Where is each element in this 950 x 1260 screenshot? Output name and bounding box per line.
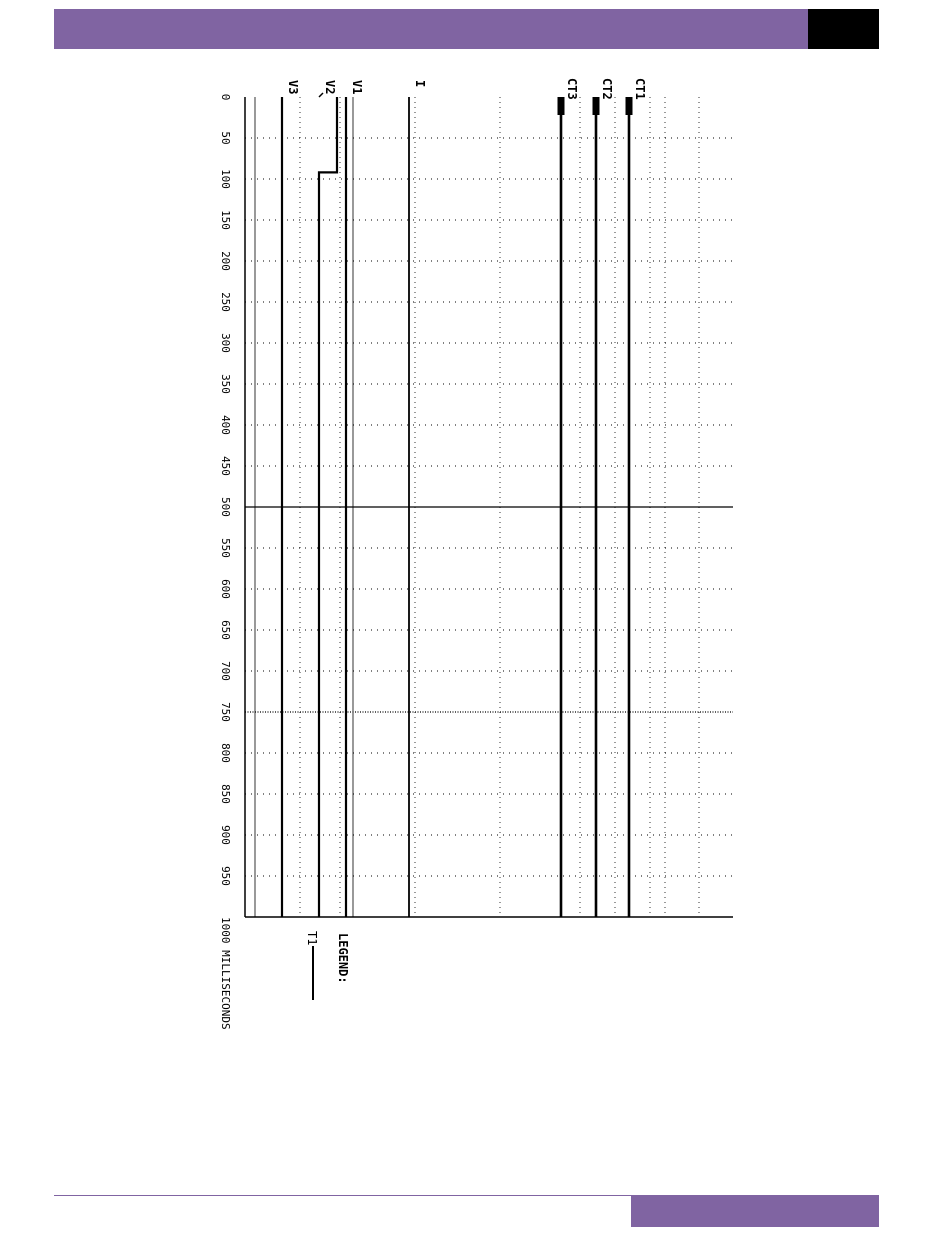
trace-ct3-marker: [558, 97, 565, 115]
tick-label-250: 250: [219, 292, 232, 312]
series-labels: [286, 78, 647, 100]
series-label-v1: V1: [350, 80, 364, 95]
tick-label-200: 200: [219, 251, 232, 271]
tick-label-750: 750: [219, 702, 232, 722]
footer-bar: [631, 1195, 879, 1227]
tick-label-800: 800: [219, 743, 232, 763]
tick-label-900: 900: [219, 825, 232, 845]
series-label-ct1: CT1: [633, 78, 647, 100]
tick-label-1000: 1000 MILLISECONDS: [219, 917, 232, 1030]
tick-label-500: 500: [219, 497, 232, 517]
legend-title: LEGEND:: [336, 933, 350, 984]
tick-label-50: 50: [219, 131, 232, 145]
tick-label-650: 650: [219, 620, 232, 640]
tick-label-350: 350: [219, 374, 232, 394]
series-label-v2: V2: [323, 80, 337, 95]
series-label-i: I: [413, 80, 427, 88]
tick-label-550: 550: [219, 538, 232, 558]
trace-v2-start-notch: [319, 93, 323, 97]
tick-label-450: 450: [219, 456, 232, 476]
tick-label-850: 850: [219, 784, 232, 804]
tick-label-0: 0: [219, 93, 232, 101]
chart-traces: [282, 93, 633, 917]
legend-entry-t1-label: T1: [305, 931, 319, 946]
trace-ct1-marker: [626, 97, 633, 115]
tick-label-100: 100: [219, 169, 232, 189]
series-label-v3: V3: [286, 80, 300, 95]
time-tick-labels: [219, 94, 232, 1030]
tick-label-400: 400: [219, 415, 232, 435]
tick-label-950: 950: [219, 866, 232, 886]
tick-label-150: 150: [219, 210, 232, 230]
tick-label-300: 300: [219, 333, 232, 353]
trace-ct2-marker: [593, 97, 600, 115]
series-label-ct2: CT2: [600, 78, 614, 100]
tick-label-700: 700: [219, 661, 232, 681]
series-label-ct3: CT3: [565, 78, 579, 100]
chart-legend: [305, 931, 350, 1000]
tick-label-600: 600: [219, 579, 232, 599]
